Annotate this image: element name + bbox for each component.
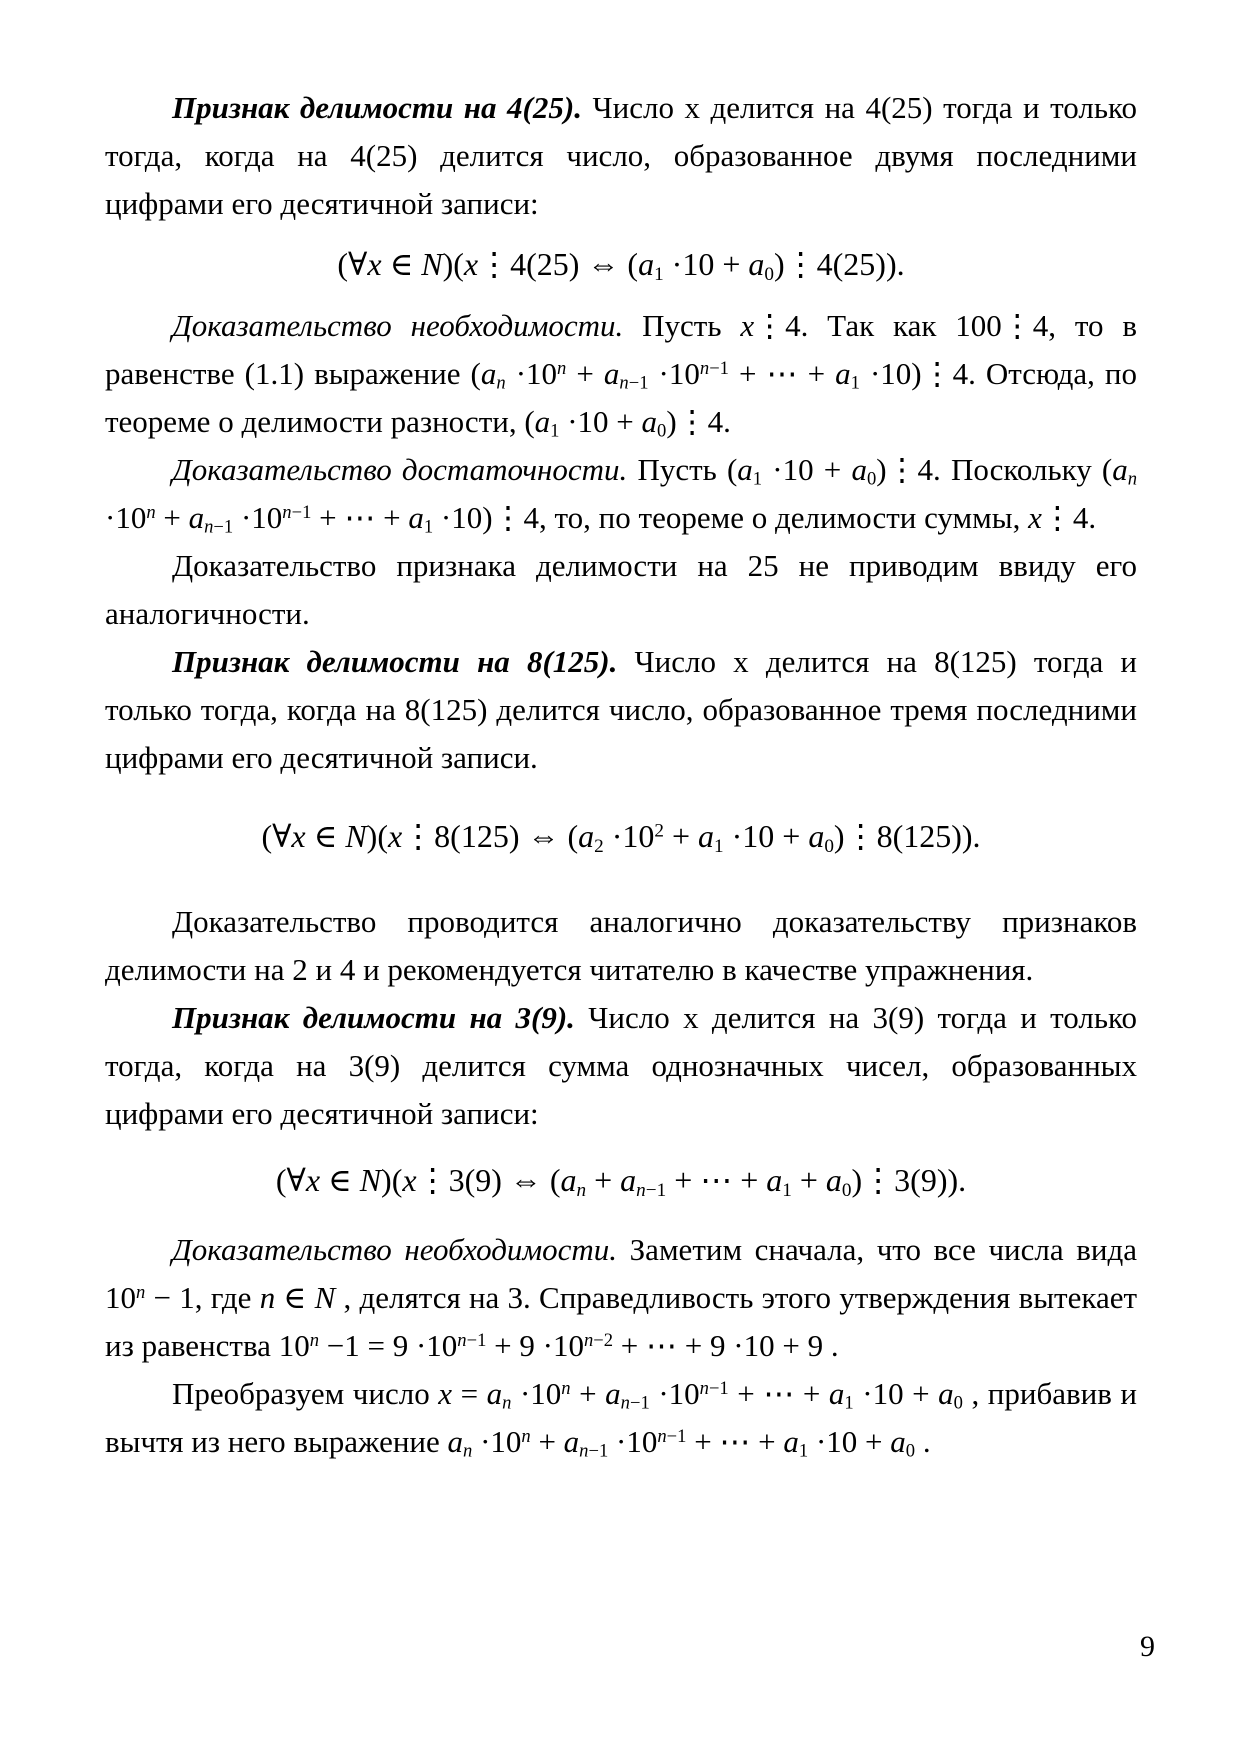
- rule-4-25-text: Число х делится на 4(25) тогда и только тогда, когда на 4(25) делится число, образованное двумя последними цифрами его десятичной записи:: [105, 90, 1137, 221]
- formula-rule-4-25: (∀x ∈ N)(x⋮4(25) ⇔ ($a_1 \cdot 10$ + $a_0)⋮4(25)$).: [337, 246, 905, 285]
- proof-necessity-3-text: Заметим сначала, что все числа вида $10^n - 1$, где n ∈ N , делятся на 3. Справедливость этого утверждения вытекает из равенства $10^n -1 = 9 \cdot 10^{n-1} + 9 \cdot 10^{n-2}$ + ⋯ + 9 ·10 + 9 .: [105, 1232, 1138, 1363]
- proof-sufficiency-4-text: Пусть ($a_1 \cdot 10$ + $a_0)⋮4$. Поскольку ($a_n \cdot 10^n + a_{n-1} \cdot 10^{n-1}$ + ⋯ + $a_1$ ·10)⋮4, то, по теореме о делимости суммы, x⋮4.: [105, 452, 1138, 538]
- transform-x-text: Преобразуем число $x = a_n \cdot 10^n + a_{n-1} \cdot 10^{n-1}$ + ⋯ + $a_1 \cdot 10 + a_0$ , прибавив и вычтя из него выражение $a_n \cdot 10^n + a_{n-1} \cdot 10^{n-1}$ + ⋯ + $a_1 \cdot 10 + a_0$ .: [105, 1376, 1138, 1462]
- note-25-text: Доказательство признака делимости на 25 не приводим ввиду его аналогичности.: [105, 548, 1137, 631]
- paragraph-proof-necessity-4: [105, 302, 1137, 446]
- rule-4-25-heading: Признак делимости на 4(25).: [172, 90, 582, 125]
- paragraph-proof-necessity-3: [105, 1226, 1137, 1370]
- paragraph-transform-x: [105, 1370, 1137, 1466]
- paragraph-rule-3-9: [105, 994, 1137, 1138]
- rule-8-125-heading: Признак делимости на 8(125).: [172, 644, 618, 679]
- paragraph-rule-8-125: [105, 638, 1137, 782]
- formula-rule-3-9: (∀x ∈ N)(x⋮3(9) ⇔ ($a_n + a_{n-1}$ + ⋯ + $a_1$ + $a_0)⋮3(9)$).: [275, 1162, 967, 1201]
- paragraph-proof-sufficiency-4: [105, 446, 1137, 542]
- paragraph-note-proof-8: [105, 898, 1137, 994]
- paragraph-rule-4-25: [105, 84, 1137, 228]
- formula-rule-8-125: (∀x ∈ N)(x⋮8(125) ⇔ ($a_2 \cdot 10^2 + a_1 \cdot 10$ + $a_0)⋮8(125)$).: [261, 818, 981, 857]
- proof-necessity-4-heading: Доказательство необходимости.: [172, 308, 624, 343]
- page-number: 9: [1140, 1630, 1155, 1663]
- text-block: [105, 84, 1137, 1466]
- rule-3-9-heading: Признак делимости на 3(9).: [172, 1000, 575, 1035]
- proof-necessity-4-text: Пусть x⋮4. Так как 100⋮4, то в равенстве (1.1) выражение ($a_n \cdot 10^n + a_{n-1} \cdot 10^{n-1}$ + ⋯ + $a_1$ ·10)⋮4. Отсюда, по теореме о делимости разности, ($a_1 \cdot 10$ + $a_0)⋮4$.: [105, 308, 1137, 442]
- proof-necessity-3-heading: Доказательство необходимости.: [172, 1232, 618, 1267]
- proof-sufficiency-4-heading: Доказательство достаточности.: [172, 452, 628, 487]
- paragraph-note-25: [105, 542, 1137, 638]
- note-proof-8-text: Доказательство проводится аналогично доказательству признаков делимости на 2 и 4 и рекомендуется читателю в качестве упражнения.: [105, 904, 1137, 987]
- rule-3-9-text: Число х делится на 3(9) тогда и только тогда, когда на 3(9) делится сумма однозначных чисел, образованных цифрами его десятичной записи:: [105, 1000, 1137, 1131]
- rule-8-125-text: Число х делится на 8(125) тогда и только тогда, когда на 8(125) делится число, образованное тремя последними цифрами его десятичной записи.: [105, 644, 1137, 775]
